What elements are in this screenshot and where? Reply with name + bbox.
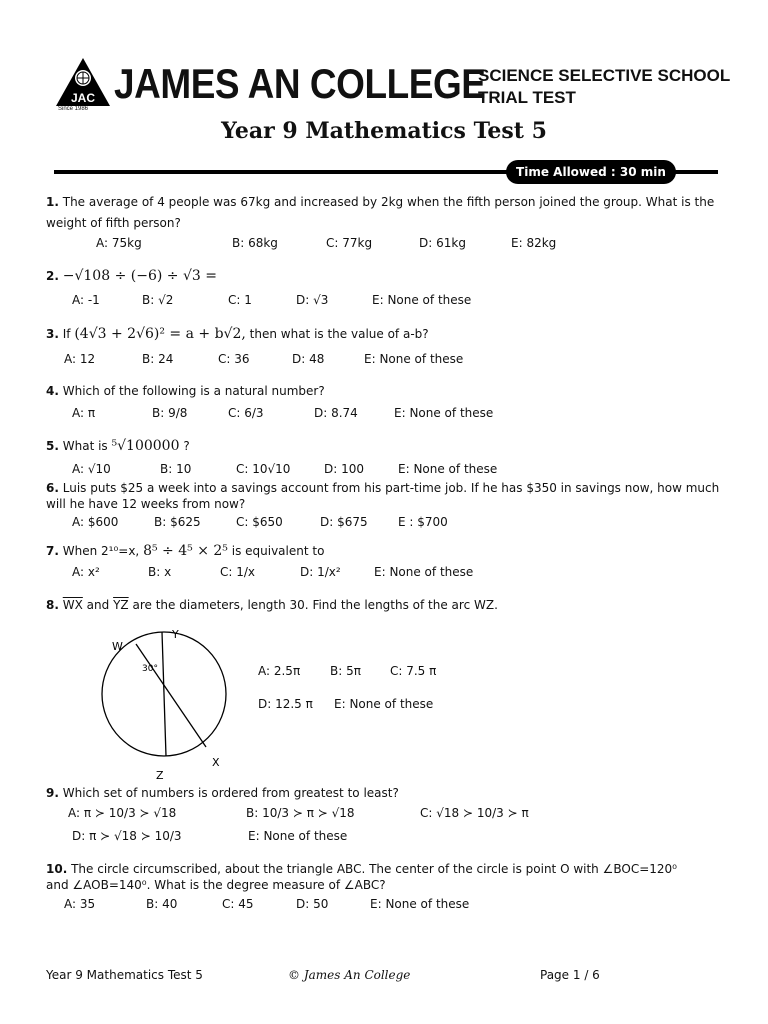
- q2-option-a[interactable]: A: -1: [72, 293, 100, 307]
- question-number: 5.: [46, 439, 59, 453]
- q10-option-a[interactable]: A: 35: [64, 897, 96, 911]
- question-number: 2.: [46, 269, 59, 283]
- question-5: [46, 438, 190, 455]
- q8-option-c[interactable]: C: 7.5 π: [390, 664, 437, 678]
- label-w: W: [112, 640, 123, 653]
- question-text-pre: What is: [62, 439, 108, 453]
- segment-wx: $\overline{WX}$: [62, 598, 83, 612]
- q10-option-e[interactable]: E: None of these: [370, 897, 470, 911]
- time-allowed-badge: Time Allowed : 30 min: [506, 160, 676, 184]
- question-text-pre: When 2¹⁰=x,: [62, 544, 140, 558]
- q3-option-e[interactable]: E: None of these: [364, 352, 464, 366]
- q9-option-b[interactable]: B: 10/3 ≻ π ≻ √18: [246, 806, 355, 820]
- question-text: Which set of numbers is ordered from greatest to least?: [62, 786, 399, 800]
- question-text-post: is equivalent to: [231, 544, 325, 558]
- q3-option-d[interactable]: D: 48: [292, 352, 325, 366]
- circle-diagram: [96, 624, 246, 784]
- question-text: The circle circumscribed, about the triangle ABC. The center of the circle is point O with ∠BOC=120⁰: [71, 862, 677, 876]
- q2-option-d[interactable]: D: √3: [296, 293, 329, 307]
- question-1: [46, 194, 714, 211]
- q4-option-d[interactable]: D: 8.74: [314, 406, 358, 420]
- q7-option-d[interactable]: D: 1/x²: [300, 565, 341, 579]
- question-4: [46, 383, 325, 400]
- question-6-cont: will he have 12 weeks from now?: [46, 497, 246, 511]
- q5-option-d[interactable]: D: 100: [324, 462, 365, 476]
- q8-option-b[interactable]: B: 5π: [330, 664, 361, 678]
- q5-option-c[interactable]: C: 10√10: [236, 462, 291, 476]
- question-number: 9.: [46, 786, 59, 800]
- q7-option-b[interactable]: B: x: [148, 565, 172, 579]
- q10-option-c[interactable]: C: 45: [222, 897, 254, 911]
- question-8: [46, 597, 498, 614]
- q9-option-d[interactable]: D: π ≻ √18 ≻ 10/3: [72, 829, 182, 843]
- q4-option-a[interactable]: A: π: [72, 406, 96, 420]
- footer-left: Year 9 Mathematics Test 5: [46, 968, 203, 982]
- question-number: 6.: [46, 481, 59, 495]
- question-expression: (4√3 + 2√6)² = a + b√2,: [74, 326, 246, 342]
- q2-option-e[interactable]: E: None of these: [372, 293, 472, 307]
- question-text-post: are the diameters, length 30. Find the lengths of the arc WZ.: [132, 598, 498, 612]
- q10-option-b[interactable]: B: 40: [146, 897, 178, 911]
- diameter-yz: [162, 632, 166, 756]
- header-divider: [54, 170, 524, 174]
- question-text: Luis puts $25 a week into a savings account from his part-time job. If he has $350 in savings now, how much: [62, 481, 720, 495]
- college-name: JAMES AN COLLEGE: [114, 60, 486, 107]
- question-text-pre: If: [62, 327, 71, 341]
- question-9: [46, 785, 399, 802]
- question-6: [46, 480, 719, 497]
- question-text: The average of 4 people was 67kg and increased by 2kg when the fifth person joined the group. What is the: [62, 195, 715, 209]
- q9-option-a[interactable]: A: π ≻ 10/3 ≻ √18: [68, 806, 177, 820]
- label-x: X: [212, 756, 220, 769]
- question-number: 3.: [46, 327, 59, 341]
- brand-subtitle-2: TRIAL TEST: [478, 88, 576, 107]
- q10-option-d[interactable]: D: 50: [296, 897, 329, 911]
- question-expression: −√108 ÷ (−6) ÷ √3 =: [62, 268, 217, 284]
- q8-option-a[interactable]: A: 2.5π: [258, 664, 301, 678]
- segment-yz: $\overline{YZ}$: [113, 598, 129, 612]
- question-10-cont: and ∠AOB=140⁰. What is the degree measure of ∠ABC?: [46, 878, 386, 892]
- q3-option-b[interactable]: B: 24: [142, 352, 174, 366]
- q6-option-a[interactable]: A: $600: [72, 515, 119, 529]
- label-y: Y: [172, 628, 179, 641]
- q1-option-d[interactable]: D: 61kg: [419, 236, 466, 250]
- q4-option-e[interactable]: E: None of these: [394, 406, 494, 420]
- q1-option-c[interactable]: C: 77kg: [326, 236, 373, 250]
- question-3: [46, 326, 429, 343]
- question-2: [46, 268, 217, 285]
- q3-option-c[interactable]: C: 36: [218, 352, 250, 366]
- question-expression: ⁵√100000: [111, 438, 180, 454]
- footer-copyright: © James An College: [288, 968, 411, 982]
- q2-option-b[interactable]: B: √2: [142, 293, 174, 307]
- question-text: Which of the following is a natural number?: [62, 384, 325, 398]
- brand-subtitle-1: SCIENCE SELECTIVE SCHOOL: [478, 66, 731, 85]
- q6-option-c[interactable]: C: $650: [236, 515, 283, 529]
- q5-option-a[interactable]: A: √10: [72, 462, 111, 476]
- q9-option-e[interactable]: E: None of these: [248, 829, 348, 843]
- q9-option-c[interactable]: C: √18 ≻ 10/3 ≻ π: [420, 806, 529, 820]
- q4-option-c[interactable]: C: 6/3: [228, 406, 264, 420]
- question-number: 1.: [46, 195, 59, 209]
- q1-option-a[interactable]: A: 75kg: [96, 236, 142, 250]
- q1-option-b[interactable]: B: 68kg: [232, 236, 278, 250]
- q4-option-b[interactable]: B: 9/8: [152, 406, 188, 420]
- question-expression: 8⁵ ÷ 4⁵ × 2⁵: [143, 543, 228, 559]
- q6-option-b[interactable]: B: $625: [154, 515, 201, 529]
- q5-option-b[interactable]: B: 10: [160, 462, 192, 476]
- q1-option-e[interactable]: E: 82kg: [511, 236, 557, 250]
- q3-option-a[interactable]: A: 12: [64, 352, 96, 366]
- footer-page-number: Page 1 / 6: [540, 968, 600, 982]
- question-text-post: then what is the value of a-b?: [249, 327, 429, 341]
- page-title: Year 9 Mathematics Test 5: [221, 118, 547, 144]
- label-z: Z: [156, 769, 164, 782]
- q7-option-c[interactable]: C: 1/x: [220, 565, 256, 579]
- question-number: 8.: [46, 598, 59, 612]
- logo-since: Since 1986: [58, 106, 89, 112]
- diameter-wx: [136, 644, 206, 747]
- question-number: 10.: [46, 862, 68, 876]
- q5-option-e[interactable]: E: None of these: [398, 462, 498, 476]
- question-7: [46, 543, 324, 560]
- q2-option-c[interactable]: C: 1: [228, 293, 252, 307]
- question-10: [46, 861, 677, 878]
- angle-label: 30°: [142, 664, 158, 674]
- question-text-and: and: [86, 598, 110, 612]
- q7-option-e[interactable]: E: None of these: [374, 565, 474, 579]
- question-1-cont: weight of fifth person?: [46, 216, 181, 230]
- question-text-post: ?: [183, 439, 190, 453]
- q6-option-e[interactable]: E : $700: [398, 515, 448, 529]
- q8-option-d[interactable]: D: 12.5 π: [258, 697, 313, 711]
- q7-option-a[interactable]: A: x²: [72, 565, 100, 579]
- q8-option-e[interactable]: E: None of these: [334, 697, 434, 711]
- question-number: 4.: [46, 384, 59, 398]
- q6-option-d[interactable]: D: $675: [320, 515, 368, 529]
- logo-text: JAC: [70, 91, 96, 105]
- question-number: 7.: [46, 544, 59, 558]
